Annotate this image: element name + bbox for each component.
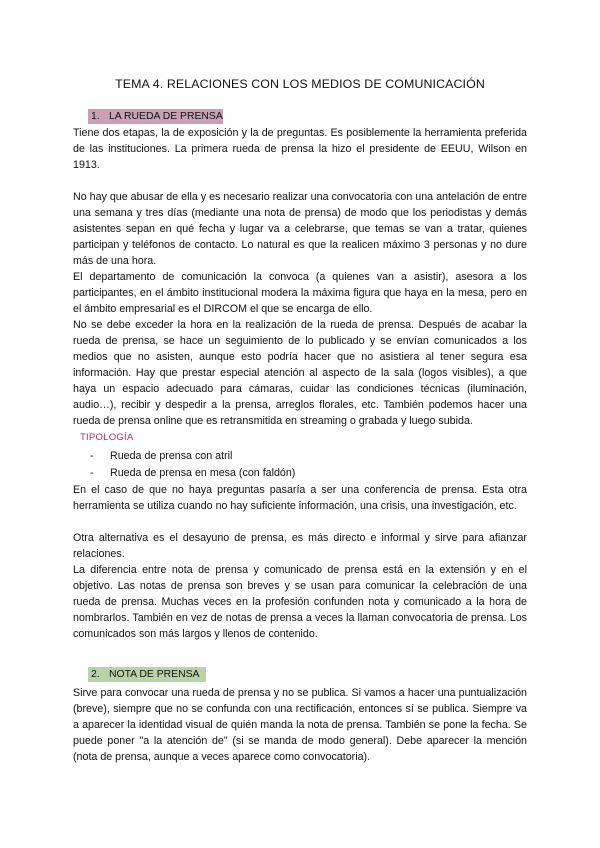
paragraph: Sirve para convocar una rueda de prensa y no se publica. Si vamos a hacer una puntualización (breve), siempre que no se confunda con una rectificación, entonces sí se publica. Siempre va a aparecer la identidad visual de quién manda la nota de prensa. También se pone la fecha. Se puede poner "a la atención de" (si se manda de modo general). Debe aparecer la mención (nota de prensa, aunque a veces aparece como convocatoria). xyxy=(73,687,527,763)
paragraph: Tiene dos etapas, la de exposición y la de preguntas. Es posiblemente la herramienta preferida de las instituciones. La primera rueda de prensa la hizo el presidente de EEUU, Wilson en 1913. xyxy=(73,127,527,171)
subheading-tipologia: TIPOLOGÍA xyxy=(80,432,134,443)
list-item-text: Rueda de prensa con atril xyxy=(110,450,233,462)
list-item-text: Rueda de prensa en mesa (con faldón) xyxy=(110,467,296,479)
list-item xyxy=(90,465,520,482)
list-item xyxy=(90,448,520,465)
paragraph: No se debe exceder la hora en la realización de la rueda de prensa. Después de acabar la rueda de prensa, se hace un seguimiento de lo publicado y se envían comunicados a los medios que no asisten, aunque esto podría hacer que no asistiera al tener segura esa información. Hay que prestar especial atención al aspecto de la sala (logos visibles), a que haya un espacio adecuado para cámaras, cuidar las condiciones técnicas (iluminación, audio…), recibir y despedir a la prensa, arreglos florales, etc. También podemos hacer una rueda de prensa online que es retransmitida en streaming o grabada y luego subida. xyxy=(73,319,527,427)
dash-bullet: - xyxy=(90,467,94,479)
section-heading-nota-de-prensa xyxy=(88,667,206,682)
section-number: 1. xyxy=(91,111,100,122)
section-number: 2. xyxy=(91,669,100,680)
paragraph: No hay que abusar de ella y es necesario realizar una convocatoria con una antelación de entre una semana y tres días (mediante una nota de prensa) de modo que los periodistas y demás asistentes sepan en qué fecha y lugar va a celebrarse, que temas se van a tratar, quienes participan y teléfonos de contacto. Lo natural es que la realicen máximo 3 personas y no dure más de una hora. xyxy=(73,191,527,267)
tipologia-list xyxy=(90,448,520,482)
paragraph: La diferencia entre nota de prensa y comunicado de prensa está en la extensión y en el objetivo. Las notas de prensa son breves y se usan para comunicar la celebración de una rueda de prensa. Muchas veces en la profesión confunden nota y comunicado a la hora de nombrarlos. También en vez de notas de prensa a veces la llaman convocatoria de prensa. Los comunicados son más largos y llenos de contenido. xyxy=(73,564,527,640)
document-title: TEMA 4. RELACIONES CON LOS MEDIOS DE COMUNICACIÓN xyxy=(115,77,485,91)
section-heading-text: NOTA DE PRENSA xyxy=(109,669,200,680)
section-heading-rueda-de-prensa xyxy=(88,109,223,124)
section-heading-text: LA RUEDA DE PRENSA xyxy=(109,111,223,122)
paragraph: El departamento de comunicación la convoca (a quienes van a asistir), asesora a los participantes, en el ámbito institucional modera la máxima figura que haya en la mesa, pero en el ámbito empresarial es el DIRCOM el que se encarga de ello. xyxy=(73,271,527,315)
dash-bullet: - xyxy=(90,450,94,462)
paragraph: Otra alternativa es el desayuno de prensa, es más directo e informal y sirve para afianzar relaciones. xyxy=(73,532,527,560)
paragraph: En el caso de que no haya preguntas pasaría a ser una conferencia de prensa. Esta otra herramienta se utiliza cuando no hay suficiente información, una crisis, una investigación, etc. xyxy=(73,484,527,512)
